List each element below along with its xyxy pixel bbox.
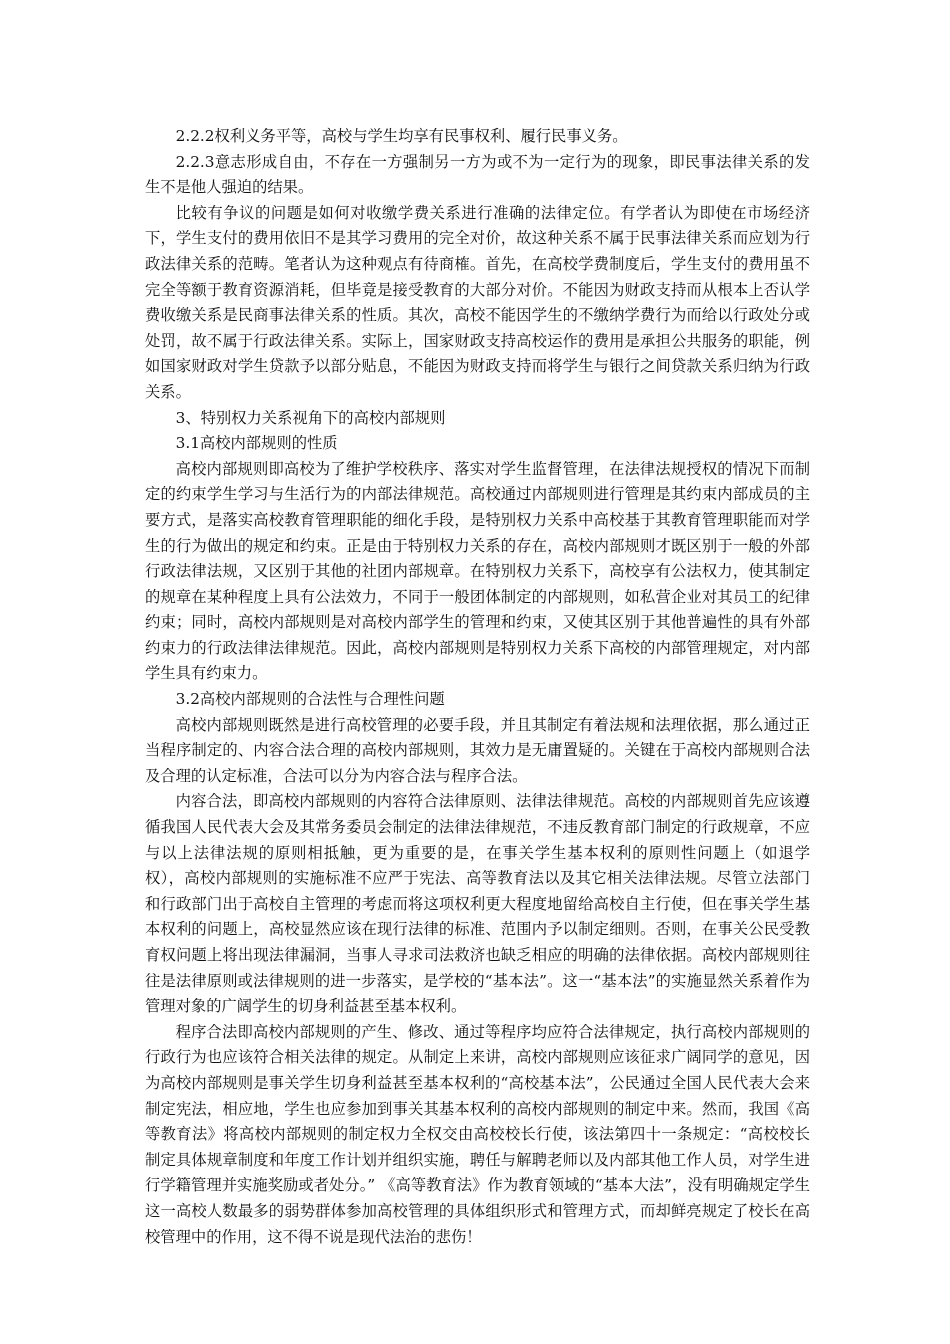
paragraph-2-2-2: 2.2.2权利义务平等，高校与学生均享有民事权利、履行民事义务。 — [175, 127, 628, 145]
subsection-heading-3-1: 3.1高校内部规则的性质 — [175, 434, 338, 453]
subsection-heading-3-2: 3.2高校内部规则的合法性与合理性问题 — [175, 690, 445, 709]
paragraph-2-2-3: 2.2.3意志形成自由，不存在一方强制另一方为或不为一定行为的现象，即民事法律关系的发生不是他人强迫的结果。 — [145, 152, 810, 197]
paragraph-content-legality: 内容合法，即高校内部规则的内容符合法律原则、法律法律规范。高校的内部规则首先应该遵循我国人民代表大会及其常务委员会制定的法律法律规范，不违反教育部门制定的行政规章，不应与以上法律法规的原则相抵触，更为重要的是，在事关学生基本权利的原则性问题上（如退学权），高校内部规则的实施标准不应严于宪法、高等教育法以及其它相关法律法规。尽管立法部门和行政部门出于高校自主管理的考虑而将这项权利更大程度地留给高校自主行使，但在事关学生基本权利的问题上，高校显然应该在现行法律的标准、范围内予以制定细则。否则，在事关公民受教育权问题上将出现法律漏洞，当事人寻求司法救济也缺乏相应的明确的法律依据。高校内部规则往往是法律原则或法律规则的进一步落实，是学校的“基本法”。这一“基本法”的实施显然关系着作为管理对象的广阔学生的切身利益甚至基本权利。 — [145, 792, 810, 1016]
document-body — [145, 124, 810, 1250]
paragraph-legitimacy-intro: 高校内部规则既然是进行高校管理的必要手段，并且其制定有着法规和法理依据，那么通过正当程序制定的、内容合法合理的高校内部规则，其效力是无庸置疑的。关键在于高校内部规则合法及合理的认定标准，合法可以分为内容合法与程序合法。 — [145, 715, 810, 785]
paragraph-tuition-dispute: 比较有争议的问题是如何对收缴学费关系进行准确的法律定位。有学者认为即使在市场经济下，学生支付的费用依旧不是其学习费用的完全对价，故这种关系不属于民事法律关系而应划为行政法律关系的范畴。笔者认为这种观点有待商榷。首先，在高校学费制度后，学生支付的费用虽不完全等额于教育资源消耗，但毕竟是接受教育的大部分对价。不能因为财政支持而从根本上否认学费收缴关系是民商事法律关系的性质。其次，高校不能因学生的不缴纳学费行为而给以行政处分或处罚，故不属于行政法律关系。实际上，国家财政支持高校运作的费用是承担公共服务的职能，例如国家财政对学生贷款予以部分贴息，不能因为财政支持而将学生与银行之间贷款关系归纳为行政关系。 — [145, 203, 810, 401]
section-heading-3: 3、特别权力关系视角下的高校内部规则 — [175, 408, 446, 427]
paragraph-rules-nature: 高校内部规则即高校为了维护学校秩序、落实对学生监督管理，在法律法规授权的情况下而制定的约束学生学习与生活行为的内部法律规范。高校通过内部规则进行管理是其约束内部成员的主要方式，是落实高校教育管理职能的细化手段，是特别权力关系中高校基于其教育管理职能而对学生的行为做出的规定和约束。正是由于特别权力关系的存在，高校内部规则才既区别于一般的外部行政法律法规，又区别于其他的社团内部规章。在特别权力关系下，高校享有公法权力，使其制定的规章在某种程度上具有公法效力，不同于一般团体制定的内部规则，如私营企业对其员工的纪律约束；同时，高校内部规则是对高校内部学生的管理和约束，又使其区别于其他普遍性的具有外部约束力的行政法律法律规范。因此，高校内部规则是特别权力关系下高校的内部管理规定，对内部学生具有约束力。 — [145, 459, 810, 683]
paragraph-procedural-legality: 程序合法即高校内部规则的产生、修改、通过等程序均应符合法律规定，执行高校内部规则的行政行为也应该符合相关法律的规定。从制定上来讲，高校内部规则应该征求广阔同学的意见，因为高校内部规则是事关学生切身利益甚至基本权利的“高校基本法”，公民通过全国人民代表大会来制定宪法，相应地，学生也应参加到事关其基本权利的高校内部规则的制定中来。然而，我国《高等教育法》将高校内部规则的制定权力全权交由高校校长行使，该法第四十一条规定：“高校校长制定具体规章制度和年度工作计划并组织实施，聘任与解聘老师以及内部其他工作人员，对学生进行学籍管理并实施奖励或者处分。” 《高等教育法》作为教育领域的“基本大法”，没有明确规定学生这一高校人数最多的弱势群体参加高校管理的具体组织形式和管理方式，而却鲜亮规定了校长在高校管理中的作用，这不得不说是现代法治的悲伤！ — [145, 1022, 810, 1246]
